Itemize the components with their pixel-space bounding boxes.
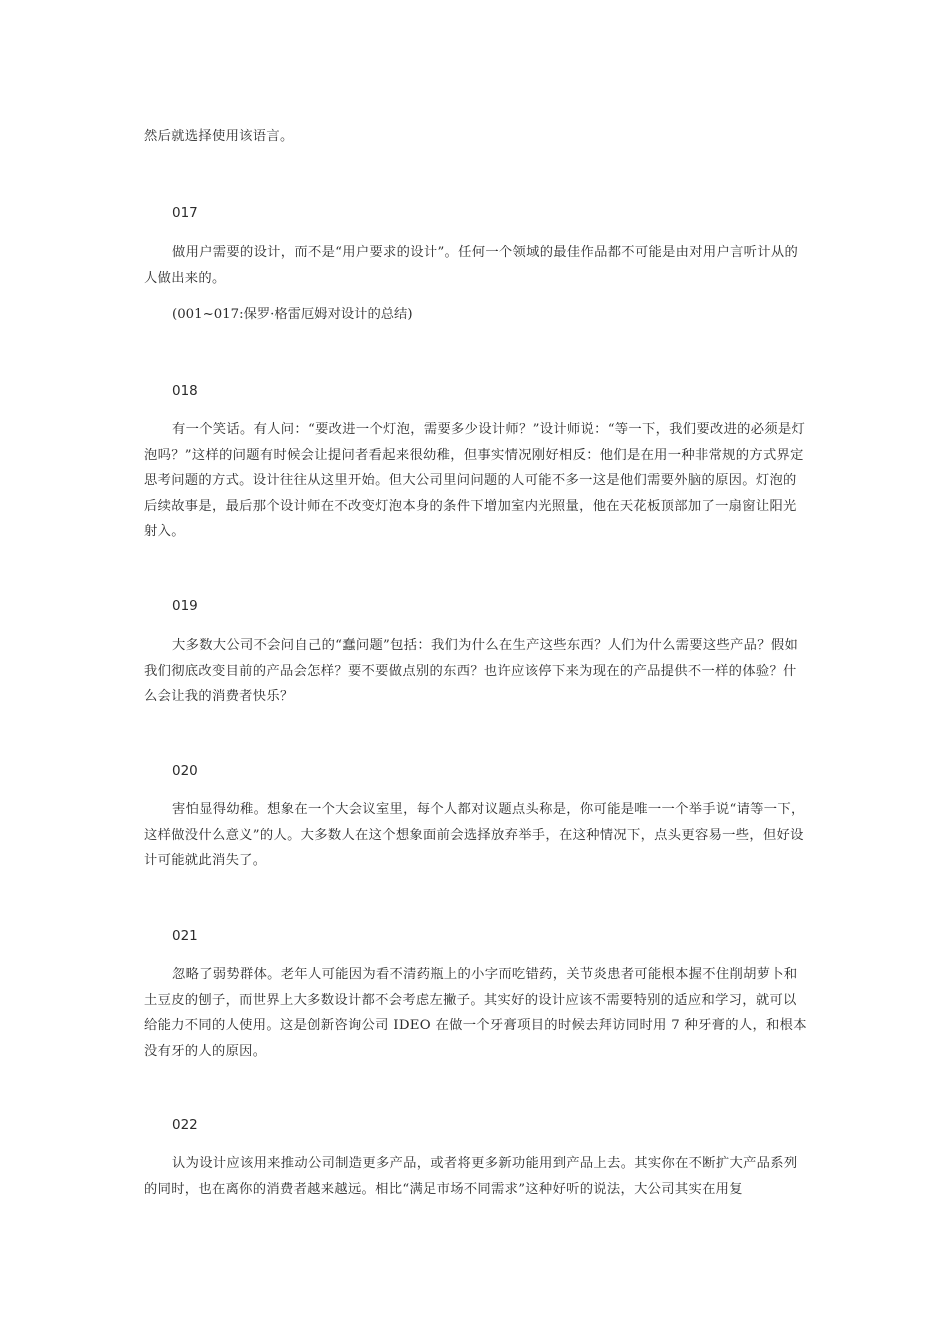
paragraph-017: 做用户需要的设计，而不是“用户要求的设计”。任何一个领域的最佳作品都不可能是由对用户言听计从的人做出来的。: [144, 245, 799, 286]
attribution-note: (001~017:保罗·格雷厄姆对设计的总结): [172, 307, 413, 322]
paragraph-020: 害怕显得幼稚。想象在一个大会议室里，每个人都对议题点头称是，你可能是唯一一个举手说“请等一下，这样做没什么意义”的人。大多数人在这个想象面前会选择放弃举手，在这种情况下，点头更容易一些，但好设计可能就此消失了。: [144, 802, 805, 869]
section-number-019: 019: [172, 598, 198, 614]
section-number-022: 022: [172, 1117, 198, 1133]
paragraph-021: 忽略了弱势群体。老年人可能因为看不清药瓶上的小字而吃错药，关节炎患者可能根本握不住削胡萝卜和土豆皮的刨子，而世界上大多数设计都不会考虑左撇子。其实好的设计应该不需要特别的适应和学习，就可以给能力不同的人使用。这是创新咨询公司 IDEO 在做一个牙膏项目的时候去拜访同时用 7 种牙膏的人，和根本没有牙的人的原因。: [144, 967, 807, 1059]
paragraph-continuation: 然后就选择使用该语言。: [144, 129, 294, 144]
section-number-020: 020: [172, 763, 198, 779]
paragraph-018: 有一个笑话。有人问：“要改进一个灯泡，需要多少设计师？”设计师说：“等一下，我们要改进的必须是灯泡吗？”这样的问题有时候会让提问者看起来很幼稚，但事实情况刚好相反：他们是在用一种非常规的方式界定思考问题的方式。设计往往从这里开始。但大公司里问问题的人可能不多一这是他们需要外脑的原因。灯泡的后续故事是，最后那个设计师在不改变灯泡本身的条件下增加室内光照量，他在天花板顶部加了一扇窗让阳光射入。: [144, 422, 806, 540]
paragraph-019: 大多数大公司不会问自己的“蠢问题”包括：我们为什么在生产这些东西？人们为什么需要这些产品？假如我们彻底改变目前的产品会怎样？要不要做点别的东西？也许应该停下来为现在的产品提供不一样的体验？什么会让我的消费者快乐？: [144, 638, 799, 705]
paragraph-022: 认为设计应该用来推动公司制造更多产品，或者将更多新功能用到产品上去。其实你在不断扩大产品系列的同时，也在离你的消费者越来越远。相比“满足市场不同需求”这种好听的说法，大公司其实在用复: [144, 1156, 798, 1197]
section-number-017: 017: [172, 205, 198, 221]
section-number-018: 018: [172, 383, 198, 399]
section-number-021: 021: [172, 928, 198, 944]
